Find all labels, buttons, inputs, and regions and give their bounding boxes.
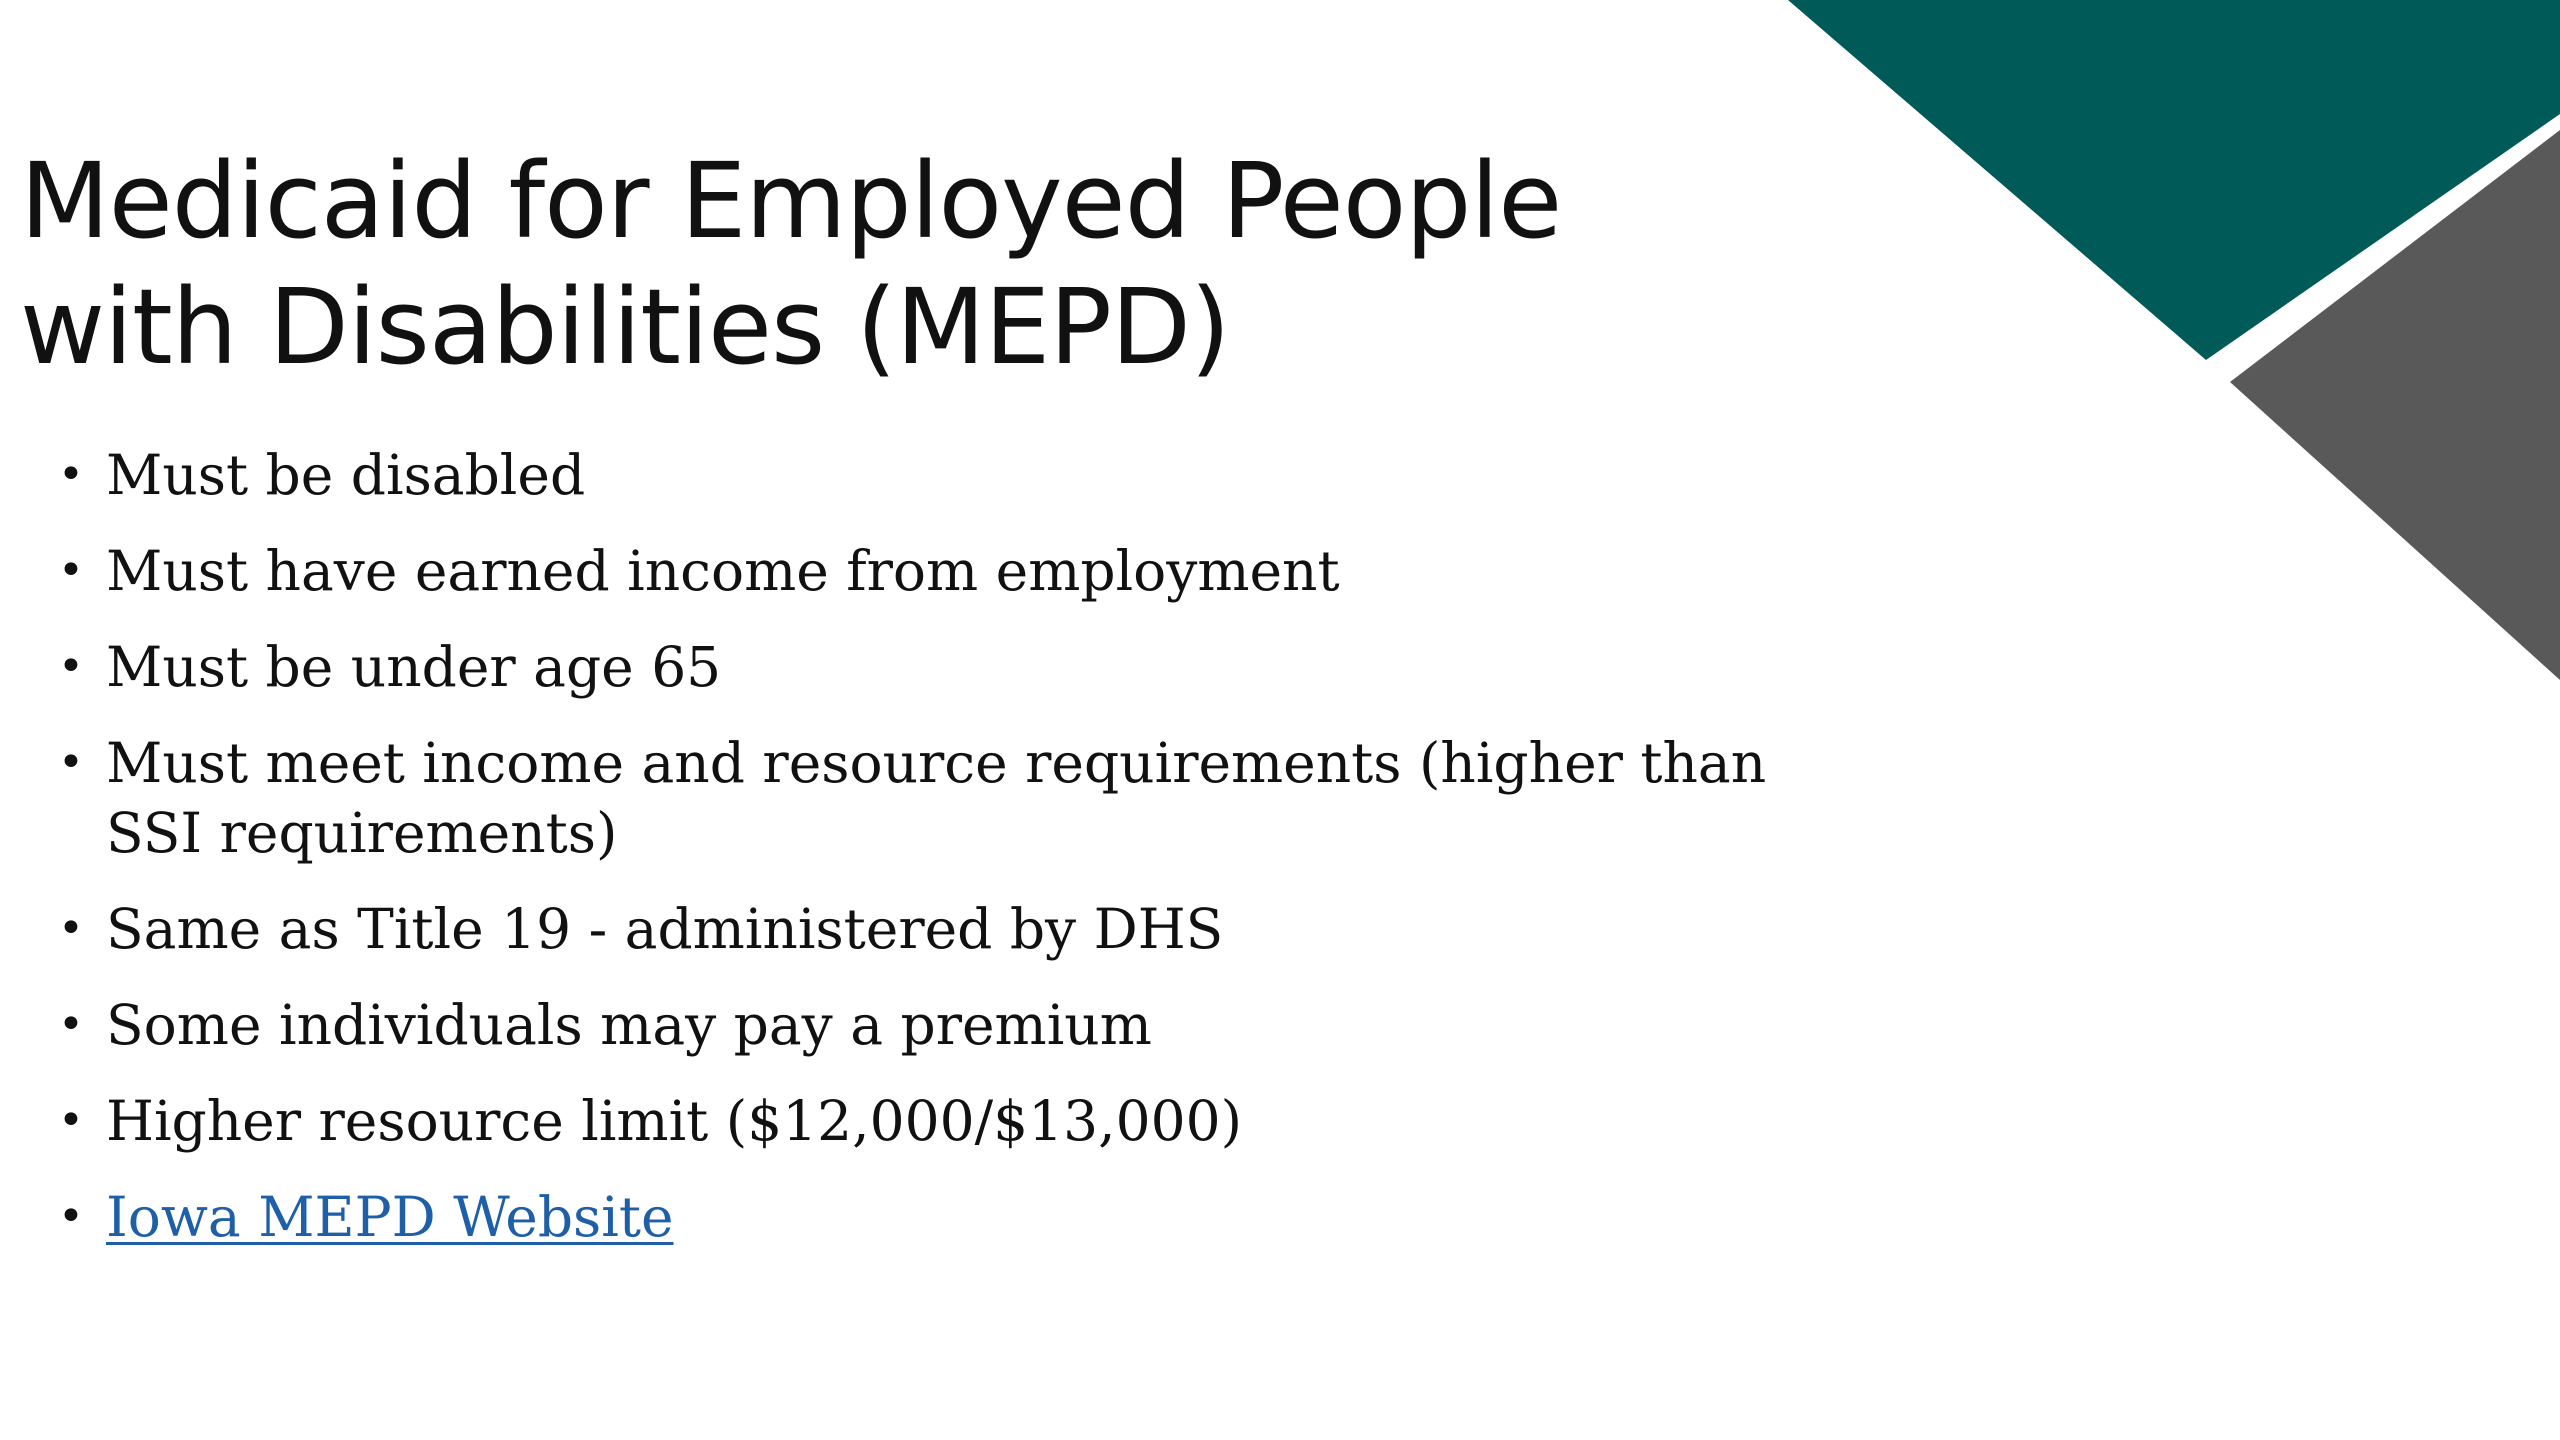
bullet-item-income-resources: • Must meet income and resource requirements (higher than SSI requirements) [58, 728, 1858, 868]
bullet-item-resource-limit: • Higher resource limit ($12,000/$13,000) [58, 1086, 1858, 1156]
bullet-item-title-19: • Same as Title 19 - administered by DHS [58, 894, 1858, 964]
title-line-1: Medicaid for Employed People [20, 140, 1562, 262]
bullet-item-earned-income: • Must have earned income from employment [58, 536, 1858, 606]
bullet-list [58, 440, 1858, 1278]
bullet-item-premium: • Some individuals may pay a premium [58, 990, 1858, 1060]
title-line-2: with Disabilities (MEPD) [20, 266, 1230, 388]
iowa-mepd-website-link[interactable]: Iowa MEPD Website [106, 1185, 674, 1249]
slide-title [20, 138, 1720, 390]
bullet-item-age-limit: • Must be under age 65 [58, 632, 1858, 702]
bullet-item-website [58, 1182, 1858, 1252]
bullet-item-disabled: • Must be disabled [58, 440, 1858, 510]
